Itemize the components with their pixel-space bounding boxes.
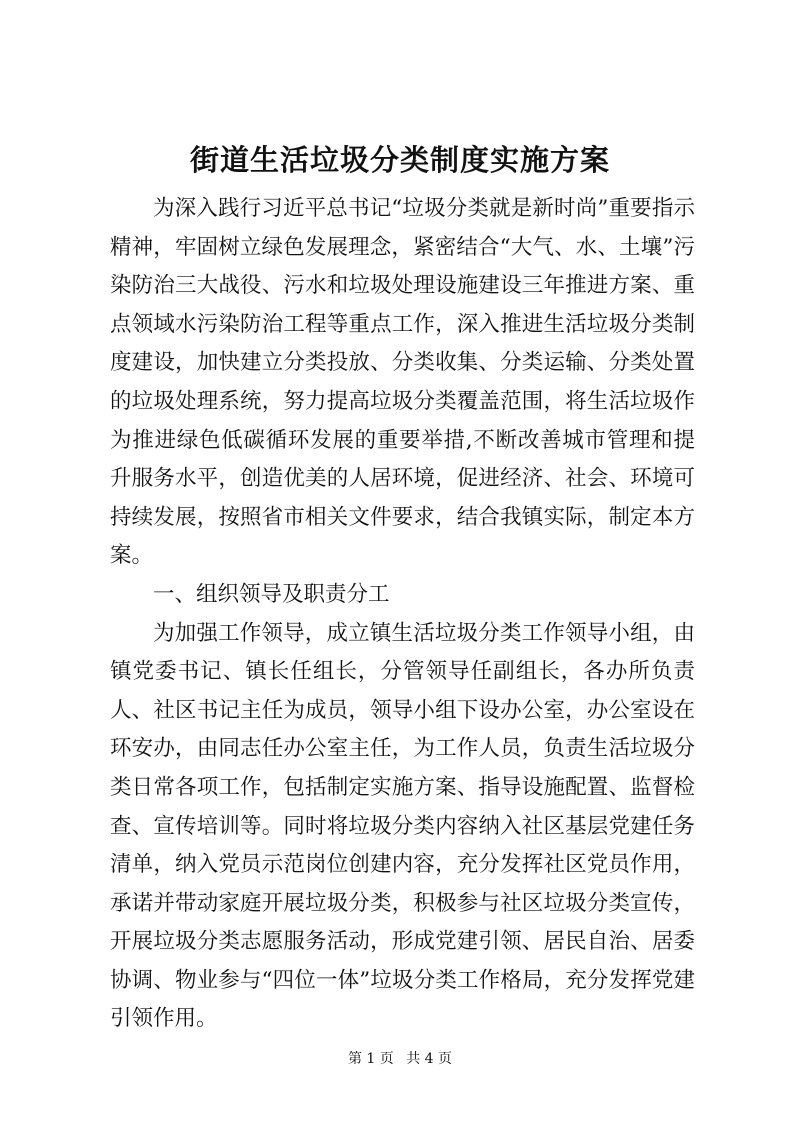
page-total: 共 4 页 xyxy=(406,1051,453,1067)
page-footer xyxy=(0,1049,800,1069)
section-heading: 一、组织领导及职责分工 xyxy=(153,581,390,607)
page-number: 第 1 页 xyxy=(347,1051,394,1067)
intro-paragraph: 为深入践行习近平总书记“垃圾分类就是新时尚”重要指示精神，牢固树立绿色发展理念，紧密结合“大气、水、土壤”污染防治三大战役、污水和垃圾处理设施建设三年推进方案、重点领域水污染防治工程等重点工作，深入推进生活垃圾分类制度建设，加快建立分类投放、分类收集、分类运输、分类处置的垃圾处理系统，努力提高垃圾分类覆盖范围，将生活垃圾作为推进绿色低碳循环发展的重要举措,不断改善城市管理和提升服务水平，创造优美的人居环境，促进经济、社会、环境可持续发展，按照省市相关文件要求，结合我镇实际，制定本方案。 xyxy=(110,196,695,569)
section-paragraph: 为加强工作领导，成立镇生活垃圾分类工作领导小组，由镇党委书记、镇长任组长，分管领导任副组长，各办所负责人、社区书记主任为成员，领导小组下设办公室，办公室设在环安办，由同志任办公室主任，为工作人员，负责生活垃圾分类日常各项工作，包括制定实施方案、指导设施配置、监督检查、宣传培训等。同时将垃圾分类内容纳入社区基层党建任务清单，纳入党员示范岗位创建内容，充分发挥社区党员作用，承诺并带动家庭开展垃圾分类，积极参与社区垃圾分类宣传，开展垃圾分类志愿服务活动，形成党建引领、居民自治、居委协调、物业参与“四位一体”垃圾分类工作格局，充分发挥党建引领作用。 xyxy=(110,620,695,1032)
document-title: 街道生活垃圾分类制度实施方案 xyxy=(189,143,610,177)
document-body xyxy=(110,190,695,1039)
